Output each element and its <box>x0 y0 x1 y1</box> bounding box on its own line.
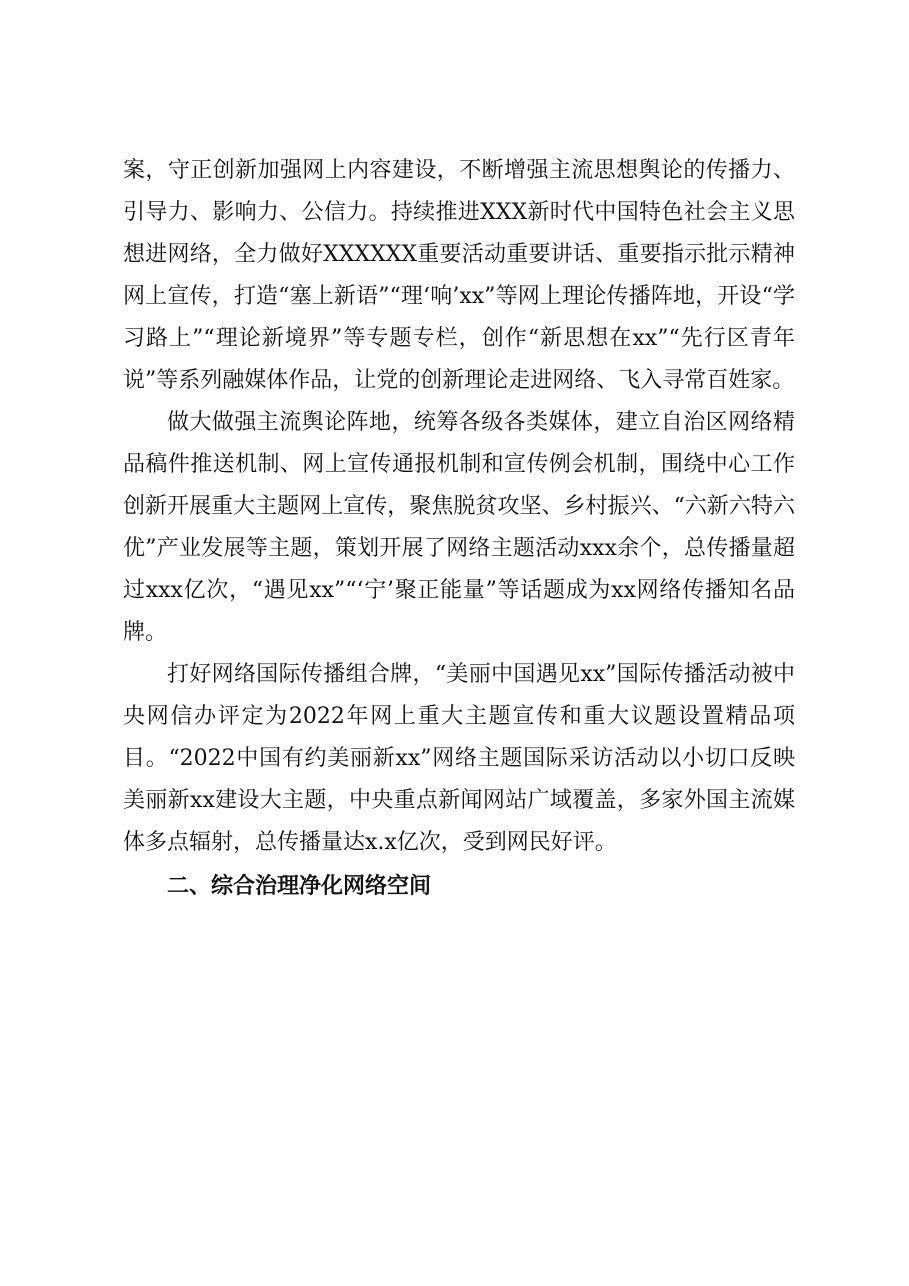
paragraph-mainstream-opinion: 做大做强主流舆论阵地，统筹各级各类媒体，建立自治区网络精品稿件推送机制、网上宣传通报机制和宣传例会机制，围绕中心工作创新开展重大主题网上宣传，聚焦脱贫攻坚、乡村振兴、“六新六特六优”产业发展等主题，策划开展了网络主题活动xxx余个，总传播量超过xxx亿次，“遇见xx”“‘宁’聚正能量”等话题成为xx网络传播知名品牌。 <box>123 410 795 645</box>
paragraph-international-communication: 打好网络国际传播组合牌，“美丽中国遇见xx”国际传播活动被中央网信办评定为2022年网上重大主题宣传和重大议题设置精品项目。“2022中国有约美丽新xx”网络主题国际采访活动以小切口反映美丽新xx建设大主题，中央重点新闻网站广域覆盖，多家外国主流媒体多点辐射，总传播量达x.x亿次，受到网民好评。 <box>123 662 795 855</box>
section-heading: 二、综合治理净化网络空间 <box>167 874 432 899</box>
paragraph-continuation: 案，守正创新加强网上内容建设，不断增强主流思想舆论的传播力、引导力、影响力、公信力。持续推进XXX新时代中国特色社会主义思想进网络，全力做好XXXXXX重要活动重要讲话、重要指示批示精神网上宣传，打造“塞上新语”“理‘响’xx”等网上理论传播阵地，开设“学习路上”“理论新境界”等专题专栏，创作“新思想在xx”“先行区青年说”等系列融媒体作品，让党的创新理论走进网络、飞入寻常百姓家。 <box>123 158 795 393</box>
document-body <box>123 150 795 908</box>
